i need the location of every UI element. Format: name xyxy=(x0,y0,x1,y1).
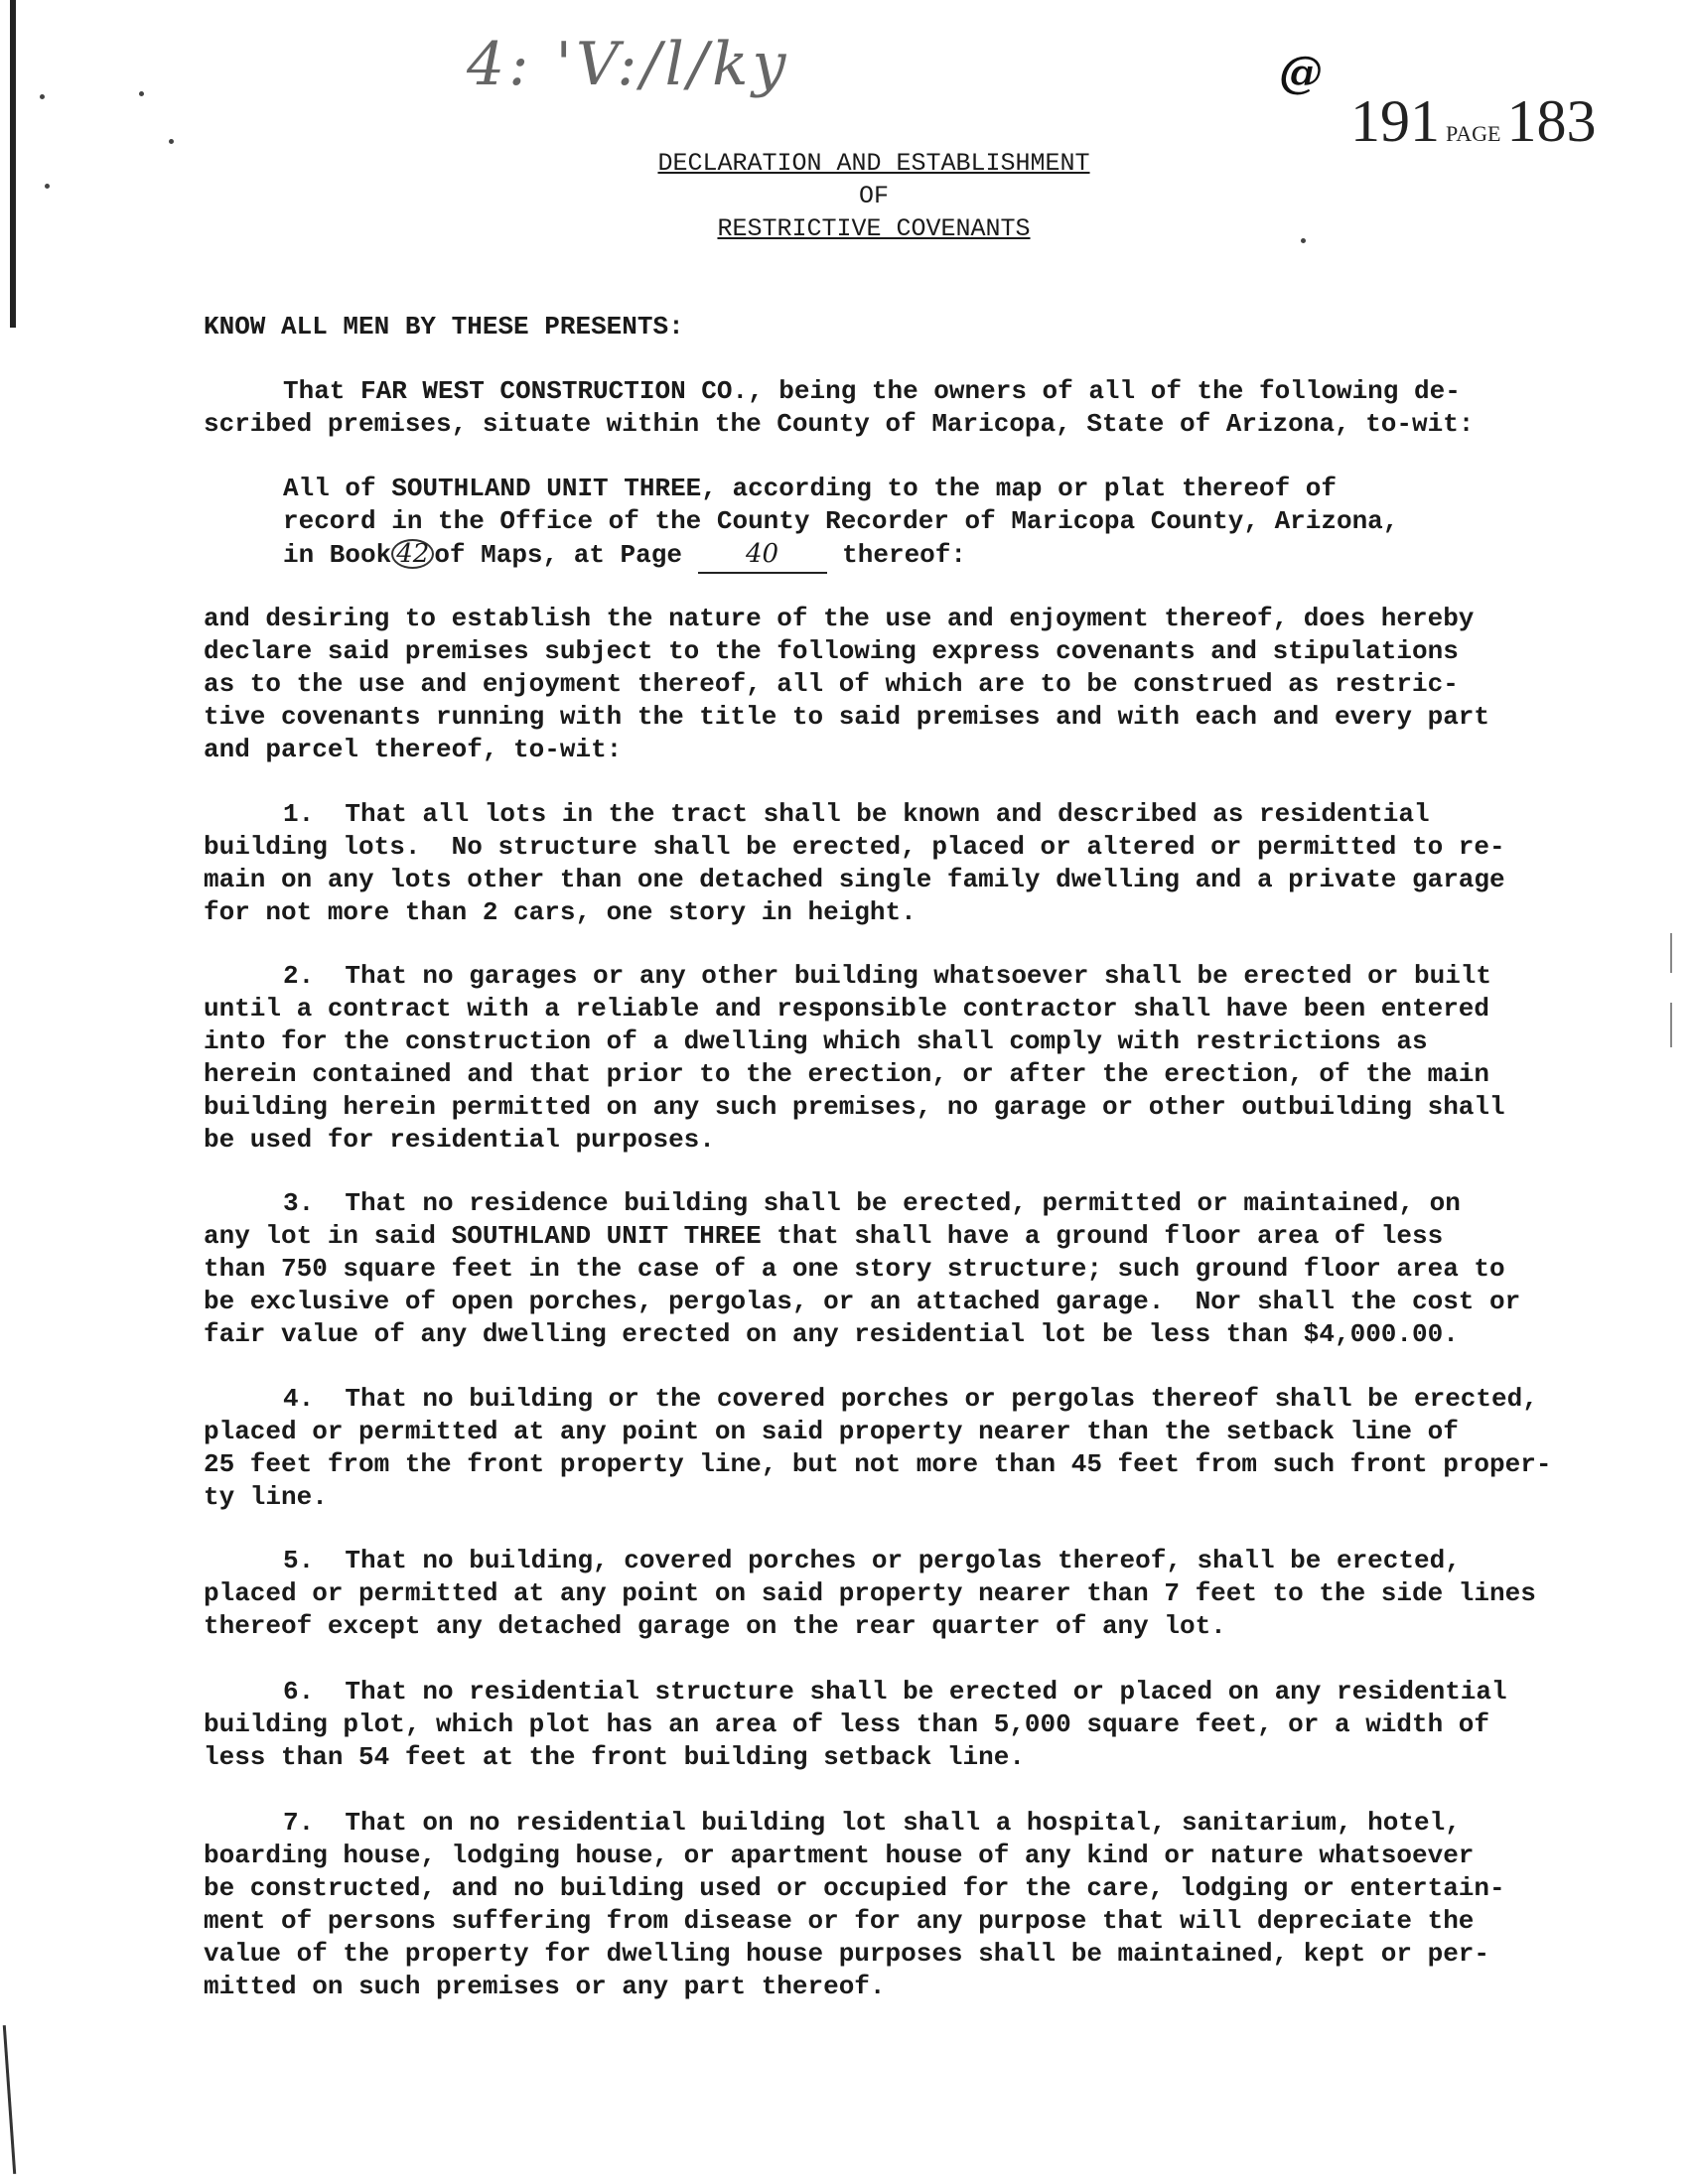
covenant-4-line: 4. That no building or the covered porches or pergolas thereof shall be erected, xyxy=(283,1384,1538,1414)
covenant-6-line: 6. That no residential structure shall be erected or placed on any residential xyxy=(283,1677,1507,1706)
covenant-3-line: than 750 square feet in the case of a one story structure; such ground floor area to xyxy=(204,1254,1505,1284)
document-title-line3: RESTRICTIVE COVENANTS xyxy=(717,214,1031,243)
covenant-2-line: until a contract with a reliable and responsible contractor shall have been entered xyxy=(204,994,1490,1024)
covenant-2-line: 2. That no garages or any other building whatsoever shall be erected or built xyxy=(283,961,1491,991)
covenant-6-line: less than 54 feet at the front building setback line. xyxy=(204,1742,1025,1772)
covenant-5-line: placed or permitted at any point on said property nearer than 7 feet to the side lines xyxy=(204,1578,1536,1608)
stamp-mark: @ xyxy=(1279,48,1323,98)
covenant-1-line: main on any lots other than one detached single family dwelling and a private garage xyxy=(204,865,1505,894)
document-title-line2: OF xyxy=(858,182,889,210)
covenant-7-line: be constructed, and no building used or occupied for the care, lodging or entertain- xyxy=(204,1873,1505,1903)
legal-book-number: 42 xyxy=(391,539,434,569)
docket-page-number: 183 xyxy=(1506,88,1597,154)
handwritten-note: 4: 'V:/l/ky xyxy=(467,30,790,99)
covenant-7-line: ment of persons suffering from disease or for any purpose that will depreciate the xyxy=(204,1906,1475,1936)
desiring-line: tive covenants running with the title to said premises and with each and every part xyxy=(204,702,1490,732)
legal-description-line: All of SOUTHLAND UNIT THREE, according to the map or plat thereof of xyxy=(283,474,1337,503)
desiring-line: declare said premises subject to the following express covenants and stipulations xyxy=(204,636,1459,666)
covenant-2-line: be used for residential purposes. xyxy=(204,1125,715,1155)
legal-book-prefix: in Book xyxy=(283,540,392,570)
docket-book-number: 191 xyxy=(1350,88,1440,154)
covenant-4-line: ty line. xyxy=(204,1482,328,1512)
covenant-2-line: herein contained and that prior to the erection, or after the erection, of the main xyxy=(204,1059,1490,1089)
covenant-4-line: 25 feet from the front property line, but not more than 45 feet from such front proper- xyxy=(204,1449,1552,1479)
covenant-7-line: boarding house, lodging house, or apartment house of any kind or nature whatsoever xyxy=(204,1841,1475,1870)
desiring-line: and parcel thereof, to-wit: xyxy=(204,735,623,764)
scan-speck xyxy=(169,139,174,144)
scan-line xyxy=(1670,1003,1672,1047)
legal-page-suffix: thereof: xyxy=(826,540,966,570)
covenant-3-line: 3. That no residence building shall be erected, permitted or maintained, on xyxy=(283,1188,1461,1218)
desiring-line: and desiring to establish the nature of the use and enjoyment thereof, does hereby xyxy=(204,604,1475,633)
covenant-6-line: building plot, which plot has an area of less than 5,000 square feet, or a width of xyxy=(204,1709,1490,1739)
covenant-4-line: placed or permitted at any point on said property nearer than the setback line of xyxy=(204,1417,1459,1446)
covenant-5-line: 5. That no building, covered porches or pergolas thereof, shall be erected, xyxy=(283,1546,1461,1575)
covenant-1-line: for not more than 2 cars, one story in height. xyxy=(204,897,917,927)
covenant-7-line: value of the property for dwelling house purposes shall be maintained, kept or per- xyxy=(204,1939,1490,1969)
covenant-1-line: building lots. No structure shall be erected, placed or altered or permitted to re- xyxy=(204,832,1505,862)
covenant-7-line: mitted on such premises or any part thereof. xyxy=(204,1972,886,2001)
owners-line: scribed premises, situate within the County of Maricopa, State of Arizona, to-wit: xyxy=(204,409,1475,439)
document-title-line1: DECLARATION AND ESTABLISHMENT xyxy=(657,149,1090,178)
scan-edge-mark xyxy=(3,2025,16,2174)
legal-description-line xyxy=(283,538,1694,574)
preamble-heading: KNOW ALL MEN BY THESE PRESENTS: xyxy=(204,312,684,341)
legal-page-number: 40 xyxy=(698,538,827,574)
legal-page-prefix: of Maps, at Page xyxy=(434,540,698,570)
recording-docket xyxy=(1350,87,1596,156)
desiring-line: as to the use and enjoyment thereof, all of which are to be construed as restric- xyxy=(204,669,1459,699)
covenant-2-line: into for the construction of a dwelling which shall comply with restrictions as xyxy=(204,1026,1428,1056)
covenant-2-line: building herein permitted on any such premises, no garage or other outbuilding shall xyxy=(204,1092,1505,1122)
covenant-5-line: thereof except any detached garage on the rear quarter of any lot. xyxy=(204,1611,1226,1641)
scan-speck xyxy=(139,91,144,96)
legal-description-line: record in the Office of the County Recorder of Maricopa County, Arizona, xyxy=(283,506,1399,536)
covenant-3-line: be exclusive of open porches, pergolas, or an attached garage. Nor shall the cost or xyxy=(204,1287,1521,1316)
covenant-3-line: any lot in said SOUTHLAND UNIT THREE that shall have a ground floor area of less xyxy=(204,1221,1444,1251)
covenant-1-line: 1. That all lots in the tract shall be known and described as residential xyxy=(283,799,1430,829)
owners-line: That FAR WEST CONSTRUCTION CO., being the owners of all of the following de- xyxy=(283,376,1461,406)
covenant-3-line: fair value of any dwelling erected on any residential lot be less than $4,000.00. xyxy=(204,1319,1459,1349)
scan-speck xyxy=(40,94,45,99)
covenant-7-line: 7. That on no residential building lot shall a hospital, sanitarium, hotel, xyxy=(283,1808,1461,1838)
docket-page-label: PAGE xyxy=(1446,121,1501,146)
